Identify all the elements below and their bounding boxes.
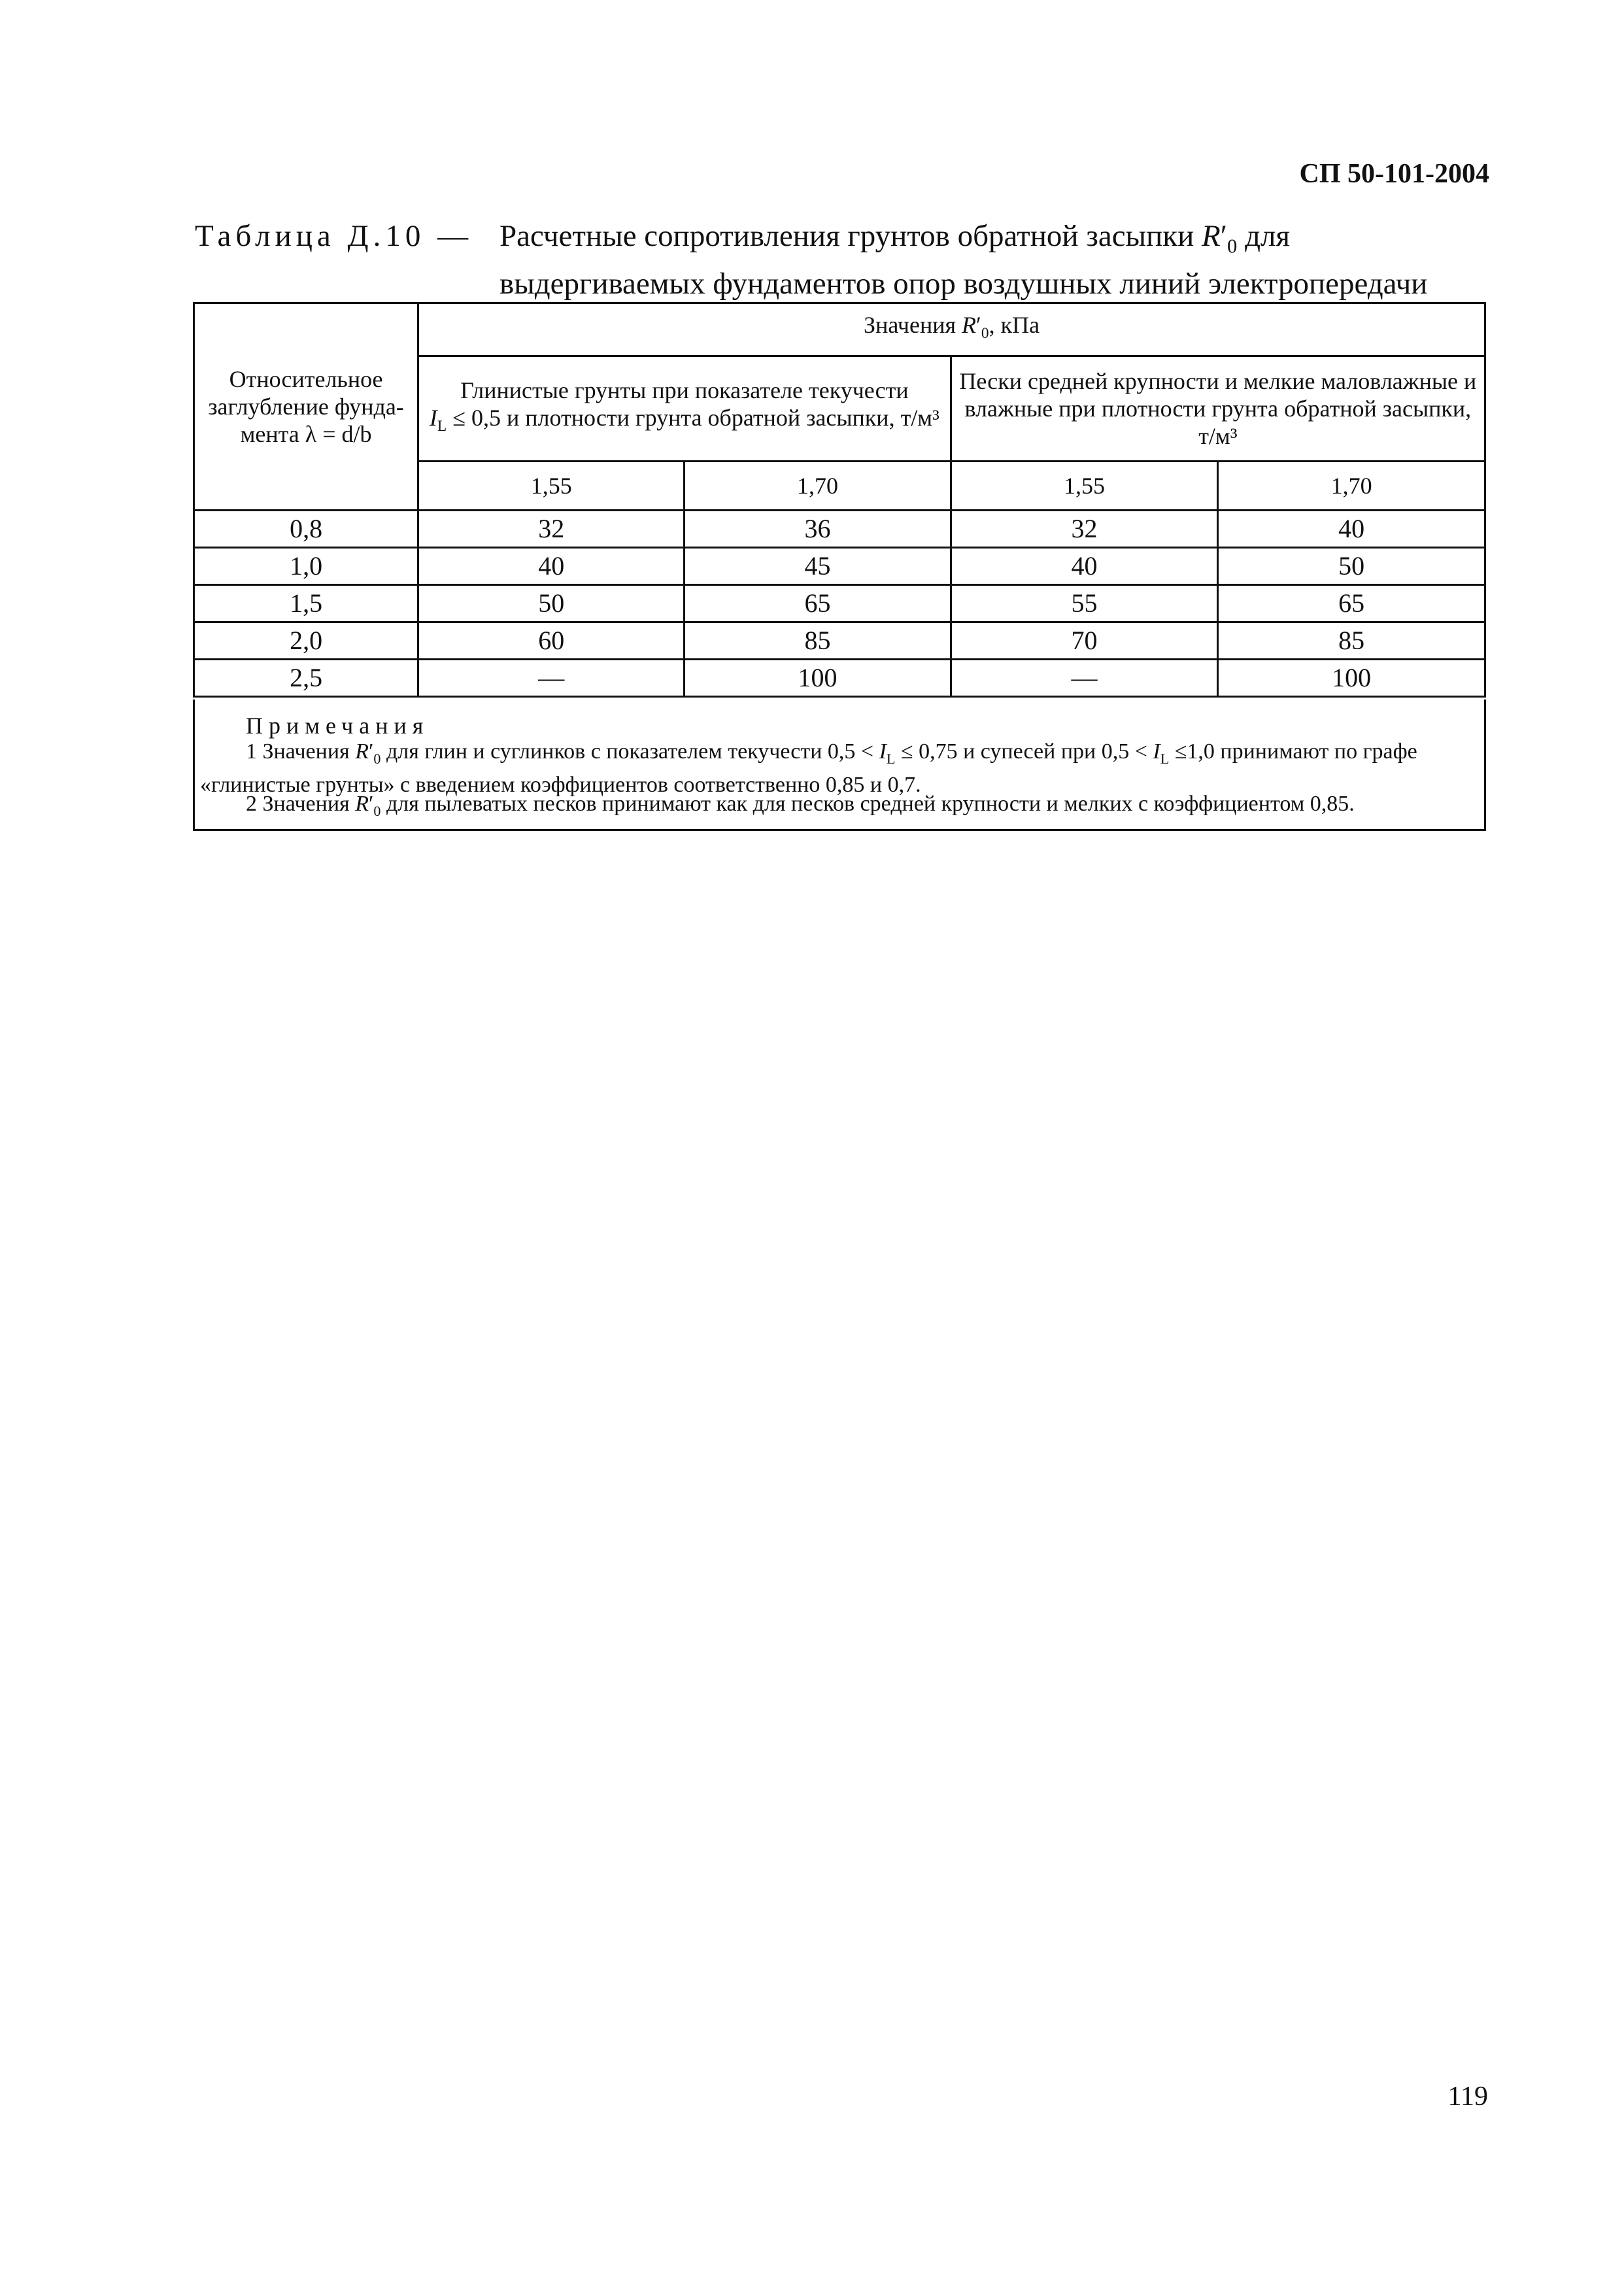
table-cell: 65 bbox=[685, 585, 951, 622]
density-header: 1,55 bbox=[418, 462, 685, 511]
table-row bbox=[194, 660, 1485, 697]
table-cell: 2,5 bbox=[194, 660, 418, 697]
notes-block bbox=[193, 700, 1486, 831]
table-cell: 100 bbox=[685, 660, 951, 697]
note-1: 1 Значения $R'_0$ для глин и суглинков с показателем текучести $0,5 < I_L \le 0,75$ и супесей при $0,5 < I_L \le 1,0$ принимают по графе «глинистые грунты» с введением коэффициентов соответственно 0,85 и 0,7. bbox=[200, 739, 1417, 797]
values-header-cell: Значения $R'_0$, кПа bbox=[418, 303, 1485, 356]
table-cell: 32 bbox=[418, 511, 685, 548]
caption-text: Расчетные сопротивления грунтов обратной засыпки $R'_0$ для выдергиваемых фундаментов опор воздушных линий электропередачи bbox=[499, 219, 1428, 301]
symbol-r0-prime: $R'_0$ bbox=[1202, 219, 1238, 258]
table-cell: 40 bbox=[951, 548, 1218, 585]
table-cell: 45 bbox=[685, 548, 951, 585]
density-header: 1,70 bbox=[685, 462, 951, 511]
table-cell: 32 bbox=[951, 511, 1218, 548]
table-cell: 2,0 bbox=[194, 622, 418, 660]
table-row bbox=[194, 511, 1485, 548]
table-cell: — bbox=[951, 660, 1218, 697]
table-cell: 1,0 bbox=[194, 548, 418, 585]
resistance-table bbox=[193, 302, 1486, 698]
table-cell: 55 bbox=[951, 585, 1218, 622]
table-row bbox=[194, 548, 1485, 585]
table-cell: 70 bbox=[951, 622, 1218, 660]
table-cell: 40 bbox=[418, 548, 685, 585]
table-cell: 65 bbox=[1218, 585, 1485, 622]
table-row bbox=[194, 585, 1485, 622]
table-cell: 1,5 bbox=[194, 585, 418, 622]
note-2: 2 Значения $R'_0$ для пылеватых песков принимают как для песков средней крупности и мелких с коэффициентом 0,85. bbox=[246, 792, 1355, 819]
table-cell: 85 bbox=[685, 622, 951, 660]
table-row bbox=[194, 622, 1485, 660]
table-cell: 50 bbox=[418, 585, 685, 622]
page-number: 119 bbox=[1447, 2082, 1488, 2112]
density-header: 1,70 bbox=[1218, 462, 1485, 511]
table-cell: 60 bbox=[418, 622, 685, 660]
group-sand-header: Пески средней крупности и мелкие маловлажные и влажные при плотности грунта обратной засыпки, т/м³ bbox=[951, 356, 1485, 462]
table-cell: 50 bbox=[1218, 548, 1485, 585]
caption-label: Таблица Д.10 — bbox=[195, 219, 473, 253]
row-header-cell: Относительное заглубление фунда-мента λ = d/b bbox=[194, 303, 418, 511]
density-header: 1,55 bbox=[951, 462, 1218, 511]
table-cell: — bbox=[418, 660, 685, 697]
table-caption bbox=[195, 217, 1496, 303]
table-cell: 100 bbox=[1218, 660, 1485, 697]
notes-title: Примечания bbox=[246, 713, 430, 739]
table-cell: 40 bbox=[1218, 511, 1485, 548]
table-cell: 0,8 bbox=[194, 511, 418, 548]
table-cell: 85 bbox=[1218, 622, 1485, 660]
table-cell: 36 bbox=[685, 511, 951, 548]
group-clay-header: Глинистые грунты при показателе текучести $I_L \le 0,5$ и плотности грунта обратной засыпки, т/м³ bbox=[418, 356, 951, 462]
document-code: СП 50-101-2004 bbox=[1299, 159, 1489, 189]
